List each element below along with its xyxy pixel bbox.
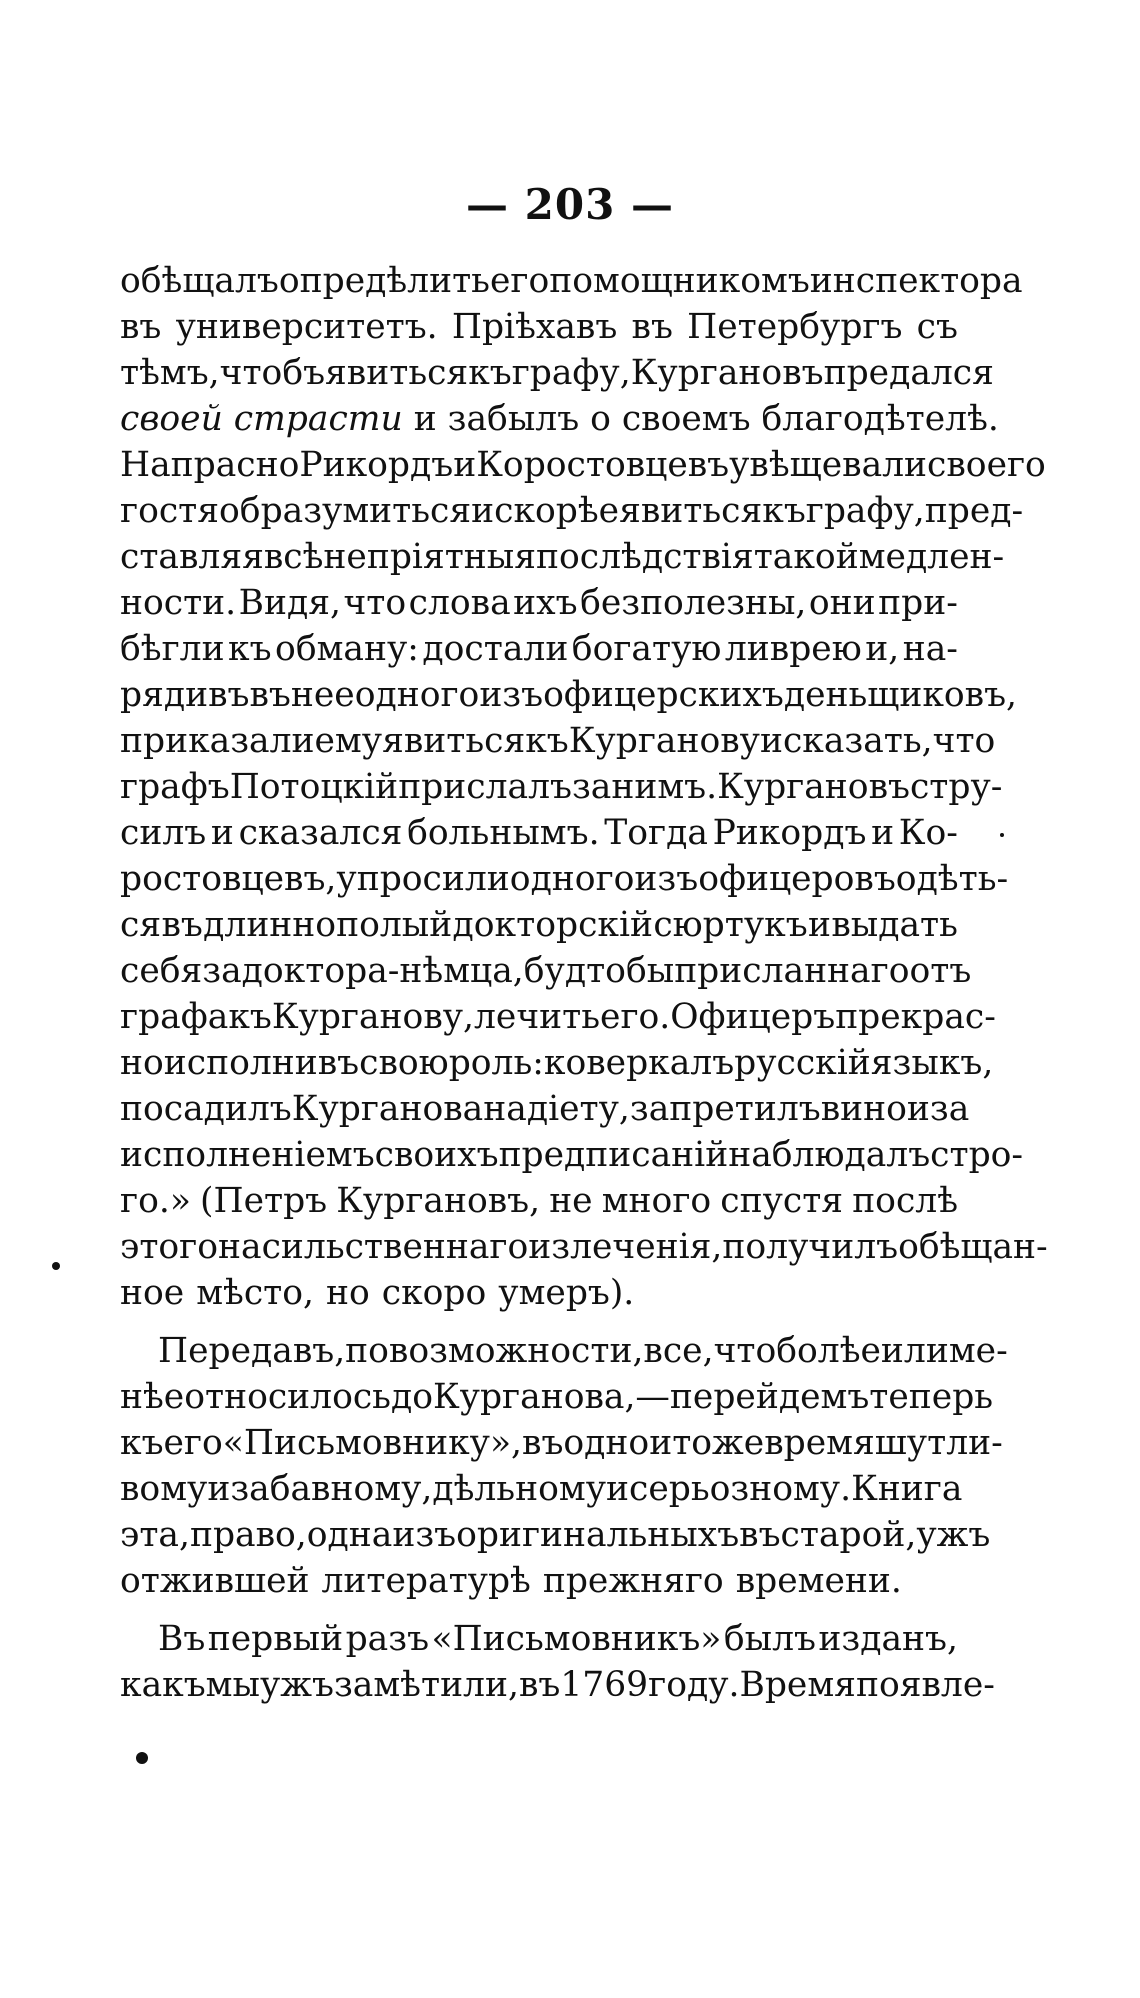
word: въ — [522, 1423, 564, 1463]
word: нее — [290, 675, 355, 715]
word: получилъ — [722, 1227, 899, 1267]
word: или — [880, 1331, 949, 1371]
word: русскій — [734, 1043, 871, 1083]
text-line — [120, 718, 996, 764]
word: графъ — [120, 767, 230, 807]
word: въ — [739, 1515, 781, 1555]
word: право, — [189, 1515, 307, 1555]
word: и — [606, 1469, 629, 1509]
word: одна — [306, 1515, 393, 1555]
word: ности. — [120, 583, 237, 623]
word: послѣдствія — [536, 537, 754, 577]
word: графу, — [805, 491, 925, 531]
text-line — [120, 764, 1003, 810]
word: къ — [468, 353, 512, 393]
word: — — [635, 1377, 670, 1417]
word: отжившей — [120, 1561, 310, 1601]
text-line — [120, 1224, 1048, 1270]
word: старой, — [780, 1515, 917, 1555]
word: силъ — [120, 813, 207, 853]
word: сюртукъ — [653, 905, 808, 945]
word: слова — [408, 583, 511, 623]
word: изъ — [479, 675, 544, 715]
word: Кургановъ — [630, 353, 824, 393]
word: пред- — [924, 491, 1024, 531]
text-line — [120, 350, 994, 396]
word: Тогда — [604, 813, 708, 853]
word: докторскій — [452, 905, 653, 945]
word: «Письмовникъ» — [431, 1619, 722, 1659]
word: наблюдалъ — [728, 1135, 931, 1175]
word: обѣщалъ — [120, 261, 279, 301]
text-line — [120, 1662, 995, 1708]
word: перейдемъ — [669, 1377, 870, 1417]
word: и — [649, 1423, 673, 1463]
word: ливрею — [724, 629, 862, 669]
word: такой — [753, 537, 859, 577]
word: ся — [120, 905, 162, 945]
word: году. — [648, 1665, 740, 1705]
text-line — [120, 488, 1024, 534]
word: одного — [509, 859, 635, 899]
word: стру- — [909, 767, 1003, 807]
word: одѣть- — [895, 859, 1009, 899]
word: скоро — [381, 1273, 487, 1313]
word: лечить — [474, 997, 601, 1037]
word: и, — [865, 629, 900, 669]
word: въ — [631, 307, 673, 347]
word: обѣщан- — [898, 1227, 1048, 1267]
word: длиннополый — [203, 905, 453, 945]
text-line — [120, 1328, 1008, 1374]
word: обману: — [275, 629, 419, 669]
word: Рикордъ — [712, 813, 867, 853]
text-line — [120, 1466, 963, 1512]
text-line — [120, 1178, 958, 1224]
word: много — [601, 1181, 712, 1221]
word: за — [571, 767, 612, 807]
text-line — [120, 1616, 958, 1662]
word: Время — [739, 1665, 856, 1705]
text-line — [120, 672, 1018, 718]
word: офицерскихъ — [543, 675, 784, 715]
word: и — [871, 813, 895, 853]
word: этого — [120, 1227, 219, 1267]
word: что — [713, 1331, 777, 1371]
word: Курганову — [568, 721, 760, 761]
text-line — [120, 304, 958, 350]
word: сказался — [238, 813, 403, 853]
word: изданъ, — [818, 1619, 958, 1659]
text-line — [120, 856, 1009, 902]
word: къ — [525, 721, 569, 761]
word: Кургановъ, — [336, 1181, 541, 1221]
word: Курганова — [291, 1089, 484, 1129]
text-line — [120, 1420, 1003, 1466]
paragraph — [120, 1616, 995, 1708]
word: въ — [249, 675, 291, 715]
word: безполезны, — [580, 583, 807, 623]
word: замѣтили, — [333, 1665, 519, 1705]
word: какъ — [120, 1665, 206, 1705]
word: Въ — [158, 1619, 206, 1659]
word: появле- — [855, 1665, 995, 1705]
word: университетъ. — [175, 307, 438, 347]
word: прислалъ — [398, 767, 572, 807]
word: языкъ, — [870, 1043, 994, 1083]
word: что — [343, 583, 407, 623]
word: Напрасно — [120, 445, 300, 485]
word: отъ — [909, 951, 972, 991]
word: они — [808, 583, 876, 623]
word: въ — [161, 905, 203, 945]
word: явиться — [619, 491, 763, 531]
word: въ — [120, 307, 162, 347]
word: до — [390, 1377, 433, 1417]
word: достали — [422, 629, 569, 669]
word: опредѣлить — [278, 261, 490, 301]
word: съ — [916, 307, 958, 347]
text-line — [120, 1086, 970, 1132]
word: Передавъ, — [158, 1331, 346, 1371]
word: скорѣе — [494, 491, 620, 531]
word: помощникомъ — [549, 261, 810, 301]
word: исполненіемъ — [120, 1135, 375, 1175]
word: доктора-нѣмца, — [241, 951, 524, 991]
word: своего — [927, 445, 1046, 485]
word: явиться — [325, 353, 469, 393]
word: тоже — [672, 1423, 765, 1463]
word: ужъ — [259, 1665, 334, 1705]
word: что — [932, 721, 996, 761]
word: умеръ). — [498, 1273, 635, 1313]
word: на — [483, 1089, 527, 1129]
text-line — [120, 948, 972, 994]
word: и — [210, 813, 234, 853]
word: относилось — [184, 1377, 391, 1417]
text-line — [120, 534, 1005, 580]
text-line — [120, 258, 1023, 304]
text-line — [120, 1132, 1024, 1178]
scan-speck — [1000, 833, 1004, 837]
word: къ — [762, 491, 806, 531]
word: при- — [878, 583, 958, 623]
word: спустя — [720, 1181, 844, 1221]
scan-speck — [52, 1262, 60, 1270]
word: литературѣ — [321, 1561, 531, 1601]
word: но — [120, 1043, 164, 1083]
word: приказали — [120, 721, 315, 761]
word: за — [202, 951, 242, 991]
word: къ — [228, 997, 272, 1037]
word: его. — [600, 997, 671, 1037]
word: мѣсто, — [196, 1273, 314, 1313]
word: ростовцевъ, — [120, 859, 337, 899]
word: въ — [518, 1665, 561, 1705]
word: богатую — [571, 629, 722, 669]
word: ужъ — [916, 1515, 991, 1555]
text-line — [120, 1270, 958, 1316]
word: вому — [120, 1469, 208, 1509]
emphasis-text: своей страсти — [120, 399, 403, 439]
word: роль: — [448, 1043, 544, 1083]
word: но — [325, 1273, 370, 1313]
text-line — [120, 442, 1046, 488]
word: всѣ — [263, 537, 324, 577]
word: за — [929, 1089, 970, 1129]
word: образумиться — [219, 491, 472, 531]
word: нимъ. — [611, 767, 718, 807]
text-line — [120, 580, 958, 626]
word: (Петръ — [200, 1181, 328, 1221]
word: эта, — [120, 1515, 190, 1555]
word: сказать, — [782, 721, 933, 761]
word: чтобъ — [219, 353, 326, 393]
word: инспектора — [809, 261, 1023, 301]
word: нѣе — [120, 1377, 185, 1417]
word: запретилъ — [629, 1089, 821, 1129]
word: будто — [523, 951, 626, 991]
word: Потоцкій — [229, 767, 399, 807]
word: ему — [314, 721, 383, 761]
word: изъ — [392, 1515, 457, 1555]
word: своихъ — [374, 1135, 499, 1175]
word: гостя — [120, 491, 220, 531]
word: Офицеръ — [670, 997, 836, 1037]
word: Курганова, — [432, 1377, 636, 1417]
paragraph — [120, 258, 1048, 1316]
word: насильственнаго — [218, 1227, 529, 1267]
word: посадилъ — [120, 1089, 292, 1129]
word: коверкалъ — [543, 1043, 735, 1083]
paragraph — [120, 1328, 1008, 1604]
word: предался — [823, 353, 994, 393]
text-line — [120, 1374, 994, 1420]
word: послѣ — [852, 1181, 958, 1221]
word: изъ — [634, 859, 699, 899]
word: ставляя — [120, 537, 264, 577]
word: разъ — [345, 1619, 430, 1659]
text-line — [120, 994, 996, 1040]
word: Кургановъ — [717, 767, 910, 807]
word: 1769 — [560, 1665, 649, 1705]
word: теперь — [869, 1377, 994, 1417]
word: предписаній — [498, 1135, 729, 1175]
word: выдать — [831, 905, 958, 945]
word: «Письмовнику», — [222, 1423, 523, 1463]
word: тѣмъ, — [120, 353, 220, 393]
word: бы — [625, 951, 675, 991]
word: его — [489, 261, 550, 301]
word: и — [207, 1469, 231, 1509]
text-line — [120, 1558, 958, 1604]
word: упросили — [336, 859, 510, 899]
word: вино — [820, 1089, 907, 1129]
page-number: — 203 — — [466, 180, 674, 229]
word: Видя, — [238, 583, 341, 623]
word: одного — [354, 675, 480, 715]
word: Книга — [851, 1469, 963, 1509]
word: офицеровъ — [698, 859, 896, 899]
word: го.» — [120, 1181, 191, 1221]
word: графу, — [511, 353, 631, 393]
word: одно — [563, 1423, 650, 1463]
word: по — [345, 1331, 389, 1371]
word: и — [759, 721, 783, 761]
word: его — [163, 1423, 223, 1463]
scan-speck — [136, 1752, 148, 1764]
word: присланнаго — [674, 951, 910, 991]
word: къ — [120, 1423, 164, 1463]
word: возможности, — [388, 1331, 644, 1371]
body-text — [120, 258, 1048, 1708]
word: Рикордъ — [299, 445, 454, 485]
text-line — [120, 810, 958, 856]
text-line — [120, 1040, 994, 1086]
word: на- — [902, 629, 958, 669]
word: деньщиковъ, — [783, 675, 1018, 715]
word: ихъ — [513, 583, 578, 623]
word: серьозному. — [629, 1469, 852, 1509]
word: дѣльному — [432, 1469, 606, 1509]
text-line — [120, 626, 958, 672]
word: ное — [120, 1273, 185, 1313]
text-line — [120, 902, 958, 948]
word: свою — [359, 1043, 449, 1083]
word: діету, — [526, 1089, 630, 1129]
text-line — [120, 396, 999, 442]
word: былъ — [723, 1619, 816, 1659]
word: и — [808, 905, 832, 945]
word: больнымъ. — [407, 813, 600, 853]
word: къ — [228, 629, 272, 669]
word: медлен- — [858, 537, 1005, 577]
text-line — [120, 1512, 991, 1558]
word: непріятныя — [323, 537, 537, 577]
word: и — [471, 491, 495, 531]
word: прекрас- — [835, 997, 996, 1037]
word: рядивъ — [120, 675, 250, 715]
word: ме- — [948, 1331, 1008, 1371]
word: не — [549, 1181, 593, 1221]
word: оригинальныхъ — [456, 1515, 740, 1555]
word: мы — [205, 1665, 260, 1705]
word: прежняго — [542, 1561, 724, 1601]
word: времени. — [735, 1561, 902, 1601]
word: Ко- — [898, 813, 958, 853]
word: Коростовцевъ — [476, 445, 730, 485]
text-run: и забылъ о своемъ благодѣтелѣ. — [402, 399, 999, 439]
word: время — [764, 1423, 875, 1463]
word: графа — [120, 997, 229, 1037]
word: болѣе — [776, 1331, 881, 1371]
word: Курганову, — [271, 997, 475, 1037]
word: увѣщевали — [729, 445, 928, 485]
word: стро- — [930, 1135, 1024, 1175]
word: явиться — [382, 721, 526, 761]
word: исполнивъ — [163, 1043, 360, 1083]
word: забавному, — [230, 1469, 433, 1509]
word: излеченія, — [528, 1227, 723, 1267]
word: бѣгли — [120, 629, 225, 669]
word: и — [453, 445, 477, 485]
word: Пріѣхавъ — [451, 307, 618, 347]
word: первый — [207, 1619, 344, 1659]
word: шутли- — [874, 1423, 1003, 1463]
word: все, — [643, 1331, 714, 1371]
word: и — [906, 1089, 930, 1129]
word: Петербургъ — [687, 307, 903, 347]
word: себя — [120, 951, 203, 991]
